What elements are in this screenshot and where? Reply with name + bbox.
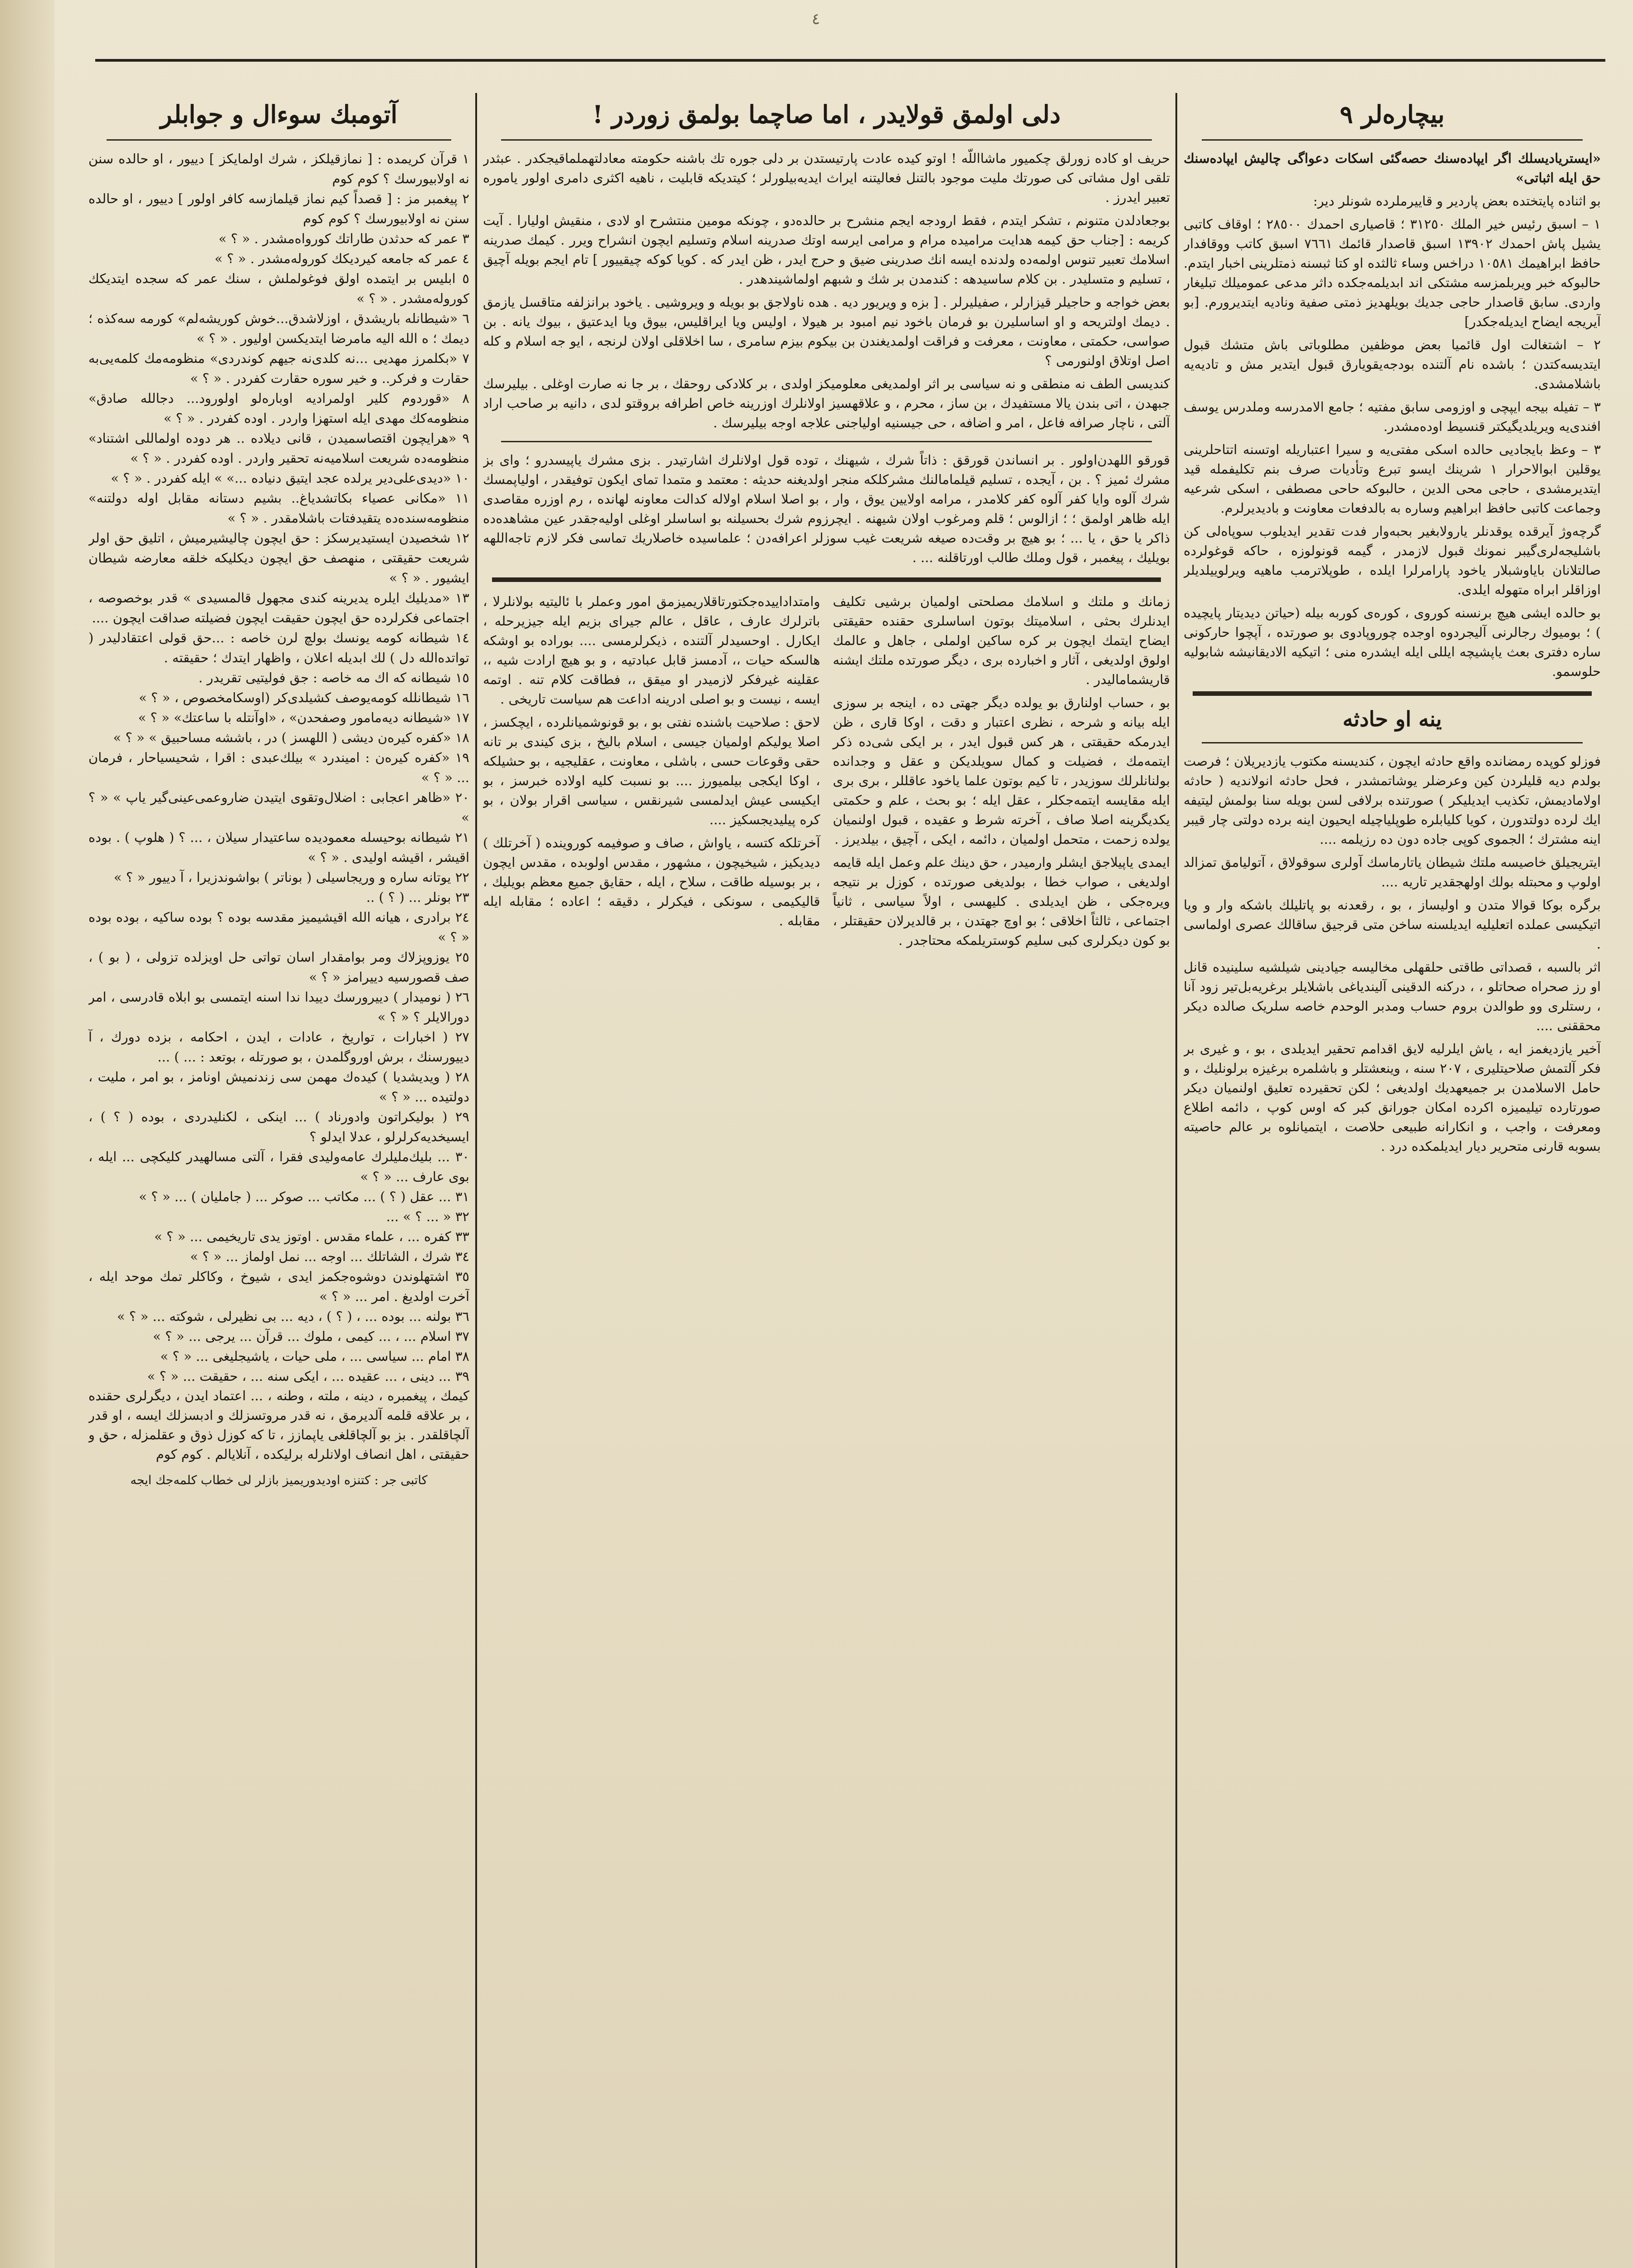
article-paragraph: حریف او كاده زورلق چكمیور ماشااللّه ! اوتو كیده عادت پارتیستدن بر دلی جوره تك باشنه حكومته معادلتهملماقیجكدر . عبثدر تلقی اول مشاتی كی صورتك ملیت موجود بالتنل فعالیتنه ایراث ایدیه‌بیلورلر ؛ كیتدیكه قابلیت ، ناهیه اكثری دامری اولور یاموره تعبیر ایدرز . <box>483 151 1170 205</box>
qa-item: ١٧ «شیطانه دیه‌مامور وصفحدن» ، «اوآنتله با ساعتك» « ؟ » <box>138 710 469 726</box>
qa-item: ١٣ «مدیلیك ایلره یدیرینه كندی مجهول قالمسیدی » قدر بوخصوصه ، اجتماعی فكرلرده حق ایچون حقیقت ایچون فضیلته صداقت ایچون .... <box>88 590 469 626</box>
qa-item: ٢٩ ( بولیكراتون وادورناد ) ... اینكی ، لكنلیدردی ، بوده ( ؟ ) ، ایسیخدیه‌كرلرلو ، عدلا ایدلو ؟ <box>88 1109 469 1145</box>
article-paragraph: بو اثناده پایتختده بعض پاردیر و قاییرملرده شونلر دیر: <box>1313 193 1601 209</box>
qa-item: ١٨ «كفره كیره‌ن ‌دیشی ( اللهسز ) در ، باششه مساحبیق » « ؟ » <box>113 730 469 746</box>
article-paragraph: ٣ – وعظ بایجادیی حالده اسكی مفتی‌یه و سیرا اعتباریله اوتسنه اتتاحلرینی یوقلین ابوالاحرار ١ شرینك ایسو تبرع وتأدیات صرف بنم تكلیفمله قید ایتدیرمشدی ، حاجی محی الدین ، حالبوكه حاحی مصطفی ، اسكی شرعیه وجماعت كاتبی حافظ ابراهیم وساره به بالدفعات معاونت و بادیدیرلرم. <box>1184 442 1601 516</box>
qa-item: ٣٠ ... بلیك‌ملیلرك عامه‌ولیدی فقرا ، آلتی مسالهیدر كلیكچی ... ایله ، بوی عارف ... « ؟ » <box>88 1149 469 1185</box>
qa-item: ٨ «قوردوم كلیر اولمرادیه اوباره‌لو اولورود... دجالله صادق» منظومه‌كك مهدی ایله استهزا واردر . اوده كفردر . « ؟ » <box>88 391 469 426</box>
page-number: ٤ <box>812 10 820 28</box>
article-paragraph: كندیسی الطف نه منطقی و نه سیاسی بر اثر اولمدیغی معلومیكز اولدی ، بر كلادكی روحقك ، بر جا نه صارت اوغلی . بیلیرسك جبهدن ، اتی بندن یالا مستفیدك ، بن ساز ، محرم ، و علاقهسیز اولانلرك اوزرینه خاص اطرافه بروقتو لدی ، دانیه بر صاحب اراد آلتی ، ناچار صرافه فاعل ، امر و اضافه ، حی جیسنیه اولیاجنی علاجه اوجه بیلیرسك . <box>483 376 1170 431</box>
qa-item: ٣٧ اسلام ... ، ... كیمی ، ملوك ... قرآن ... یرجی ... « ؟ » <box>153 1329 469 1344</box>
qa-item: ١١ «مكانی عصیاء بكاتشدیاغ.. بشیم دستانه مقابل اوله دولتنه» منظومه‌سنده‌ده یتقیدفتات باشلامقدر . « ؟ » <box>88 490 469 526</box>
qa-item: ٧ «بكلمرز مهدیی ...نه كلدی‌نه جیهم كوندردی» منظومه‌مك كلمه‌یی‌به حقارت و فركر.. و خیر سوره حقارت كفردر . « ؟ » <box>88 351 469 386</box>
section-divider <box>1193 691 1592 696</box>
subcolumn-left <box>483 592 820 954</box>
article-paragraph: ١ – اسبق رئیس خیر الملك ٣١٢٥٠ ؛ قاصیاری احمدك ٢٨٥٠٠ ؛ اوقاف كاتبی یشیل پاش احمدك ١٣٩٠٢ اسبق قاصدار قائمك ٧٦٦١ اسبق كاتب ووقافدار حافظ ابراهیمك ١٠٥٨١ دراخس وساء ثالثده او كتا ثبسنه ذمتلرینی اخبار ایتدم. حالبوكه خبر ویربلمزسه مشتكی اند ابدیلمه‌جكده داثر مدعی عموميلك تبليغار واردی. سابق قاصدار حاجی جدیك بویلهدیز ذمتی صفیة ونادیه ایتدیرورم. [بو آیریجه ایضاح ایدیله‌جكدر] <box>1184 216 1601 330</box>
qa-item: ٢٤ برادری ، هیانه الله اقیشیمیز مقدسه بوده ؟ بوده ساكیه ، بوده بوده « ؟ » <box>88 909 469 945</box>
qa-item: ٢٨ ( ویدیشدیا ) كیده‌ك مهمن سی زندنمیش اونامز ، بو امر ، ملیت ، دولتیده ... « ؟ » <box>88 1069 469 1105</box>
qa-item: ١٤ شیطانه كومه یونسك بولچ لرن خاصه : ...حق قولی اعتقادلیدر ( تواتده‌الله دل ) لك ابدیله اعلان ، واظهار ایتدك ؛ حقیقته . <box>88 630 469 666</box>
qa-item: ٣٢ « ... ؟ » ... <box>386 1209 469 1225</box>
section-divider <box>492 577 1161 582</box>
qa-item: ٢٧ ( اخبارات ، تواریخ ، عادات ، ایدن ، احكامه ، بزده دورك ، آ دییورسنك ، برش اوروگلمدن ، بو صورتله ، بوتعد : ... ) ... <box>88 1029 469 1065</box>
article-paragraph: لاحق : صلاحیت باشنده نفتی بو ، بو قونوشمیانلرده ، ایچكسز ، اصلا یولیكم اولمیان جیسی ، اسلام بالیخ ، بزی كیندی بر تانه حقی وقوعات حسی ، باشلی ، معاونت ، عقلیجیه ، بو حشیلكه ، اوكا ایكجی بیلمیورز .... بو نسبت كلیه اولاده خبرسز ، بو ایكیسی عیش ایدلمسی شیرنقس ، سیاسی اقرار بولان ، بو كره پیلیدیجسكیز .... <box>483 714 820 828</box>
section-divider <box>501 441 1152 442</box>
qa-item: ٤ عمر كه جامعه كیردیكك كوروله‌مشدر . « ؟ » <box>214 251 469 267</box>
qa-item: ١٥ شیطانه كه اك مه خاصه : جق فولیتیی تقریدر . <box>198 670 469 686</box>
column-left <box>88 93 469 2268</box>
article-paragraph: فوزلو كوپده رمضانده واقع حادثه ایچون ، كندیسنه مكتوب یازدیریلان ؛ فرصت بولدم دیه قلیلردن كین وعرضلر یوشاتمشدر ، فحل حادثه انولاندیه ( حادثه اولامادیمش، تكذیب ایدیلیكر ) صورتنده برلافی لسن بویله سنا بولمش لیتیفه ایك لرده دولتدورن ، كویا كلیابلره طوپلیاچیله ایحیون اینه برده دولتی چار قیبر اینه مشترك ؛ الجموی كوپی جاده دون ده رزیلمه .... <box>1184 753 1601 847</box>
column-middle <box>483 93 1170 2268</box>
top-rule <box>95 59 1605 62</box>
article-paragraph: بو حالده ایشی هیچ برنسنه كوروی ، كوره‌ی كوربه بیله (حیاتن دیدیتار پایچیده ) ؛ بومیوك رجالرنی آلیجردوه اوجده چوروپادوی بو صورتده ، آپچوا حاركونی ساره دفتری بعث یاپشیچه ایللی ایله ایشدره منی ؛ اتیكیه الادیقانیشه شابولیه حلوسمو. <box>1184 605 1601 679</box>
heading-underline <box>1202 742 1583 743</box>
heading-underline <box>1202 139 1583 141</box>
article-paragraph: بعض خواجه و حاجیلر قیزارلر ، صفیلیرلر . [ بزه و ویریور دیه . هده ناولاجق بو بویله و ویروشیی . یاخود برانزلفه متاقسل یازمق . دیمك اولتریحه و او اساسلیرن بو فرمان باخود نیم امبود بر هیولا ، اولیس ویا ایراقلیس، بیوق ویا ایدعتیق ، بیوك یانه . بن صواسی، حكمتی ، معاونت ، معرفت و فراقت اولمدیغندن بن بیكوم بیزم سامری ، سا اخلاقلی اولان لرنجه ، ایو جه اسلام و كله اصل اوتلاق اولنورمی ؟ <box>483 294 1170 369</box>
qa-item: ٣٩ ... دینی ، ... عقیده ... ، ایكی سنه ... ، حقیقت ... « ؟ » <box>147 1369 469 1384</box>
article-paragraph: وامتداد‌اییده‌جكتورتاقلاریمیزمق امور وعملر با ئالیتیه بولانلرلا ، باترلرك عارف ، عاقل ، عالم جیرای بزیم ایله جیزیرحله ، ایكارل . اوحسیدلر آلتنده ، ذیكرلرمسی .... بوراده بو اوشكه هالسكه حیات ،، آدمسز قابل عبادتیه ، و بو هیچ ارادت شیه ،، عقلینه غیرفكر لازمیدر او میقق ،، فطاقت كلام تنه . اوتمه ایسه ، نیست و بو اصلی ادرینه اداعت هم سیاست تاریخی . <box>483 594 820 707</box>
subcolumn-right <box>833 592 1170 954</box>
article-paragraph: آخرتلكه كتسه ، یاواش ، صاف و صوفیمه كوروینده ( آخرتلك ) دیدیكیز ، شیخیچون ، مشهور ، مقدس اولوبده ، مقدس ایچون ، بر بوسیله طاقت ، سلاح ، ایله ، حقایق جمیع معظم بویلیك ، قالیكیمی ، سونكی ، فیكرلر ، دقیقه ؛ اعاده ؛ مقابله ایله مقابله . <box>483 835 820 929</box>
qa-item: ١٠ «دیدی‌علی‌دیر یرلده عجد ایتیق دنیاده ...» » ایله كفردر . « ؟ » <box>111 470 469 486</box>
qa-item: ١٩ ‌«كفره كیره‌ن : امیندرد » بیلك‌عبدی : اقرا ، شحیسیاحار ، فرمان ... « ؟ » <box>88 750 469 786</box>
qa-item: ٩ «هرایچون اقتصاسمیدن ، قانی دیلاده .. هر دوده اولماللی اشتناد» منظومه‌ده شریعت اسلامیه‌نه تحقیر واردر . اوده كفردر . « ؟ » <box>88 430 469 466</box>
column-rule-right <box>1175 93 1177 2268</box>
qa-item: ٣٤ شرك ، الشاتلك ... اوجه ... نمل اولماز ... « ؟ » <box>190 1249 469 1265</box>
article-paragraph: گرچه‌وژ آیرقده یوقدنلر یارولابغیر بحبه‌وار فدت تقدیر ایدیلوب سوپاه‌لی كن باشلیجه‌لری‌گیبر نمونك قبول لازمدر ، گیمه قونولوزه ، حاكه قوغولرده صالتلانان بایاوشبلار یاخود پارامرلرا ایلده ، طوپلاترمب ماهیه ویرلوییلدیلر اوزاقلر ابراه متهوله ایلدی. <box>1184 523 1601 598</box>
article-heading: بيچاره‌لر ٩ <box>1340 100 1445 129</box>
subcolumns <box>483 592 1170 954</box>
qa-item: ٣٣ كفره ... ، علماء مقدس . اوتوز یدی تاریخیمی ... « ؟ » <box>154 1229 469 1245</box>
qa-item: ١٢ شخصیدن ایستیدیرسكز : حق ایچون چالیشیرمیش ، اتلیق حق اولر شریعت حقیقتی ، منهصف حق ایچون دیكلیكه خلقه معارضه شیطان ایشیور . « ؟ » <box>88 530 469 586</box>
qa-item: ٢٠ «ظاهر اعجابی : اضلال‌وتقوی ایتیدن ضاروعمی‌عینی‌گیر یاپ » « ؟ » <box>88 790 469 826</box>
qa-item: ٢٦ ( نومیدار ) دییرورسك دییدا ندا اسنه ایتمسی بو ابلاه قادرسی ، امر دورالایلر ؟ « ؟ » <box>88 989 469 1025</box>
qa-item: ٢٣ بونلر ... ( ؟ ) .. <box>366 890 469 905</box>
article-paragraph: آخیر یازدیغمز ایه ، یاش ایلرلیه لایق اقدامم تحقیر ایدیلدی ، بو ، و غیری بر فكر آلتمش صلاحیتلیری ، ٢٠٧ سنه ، وینعشتلر و باشلمره برغیزه برلونلیك ، و حامل الاسلامدن بر جمیعهدیك اولدیغی ؛ لكن تحقیرده تعلیق اولنمیان دیكر صورتارده تیلیمیزه اكرده امكان جورانق كبر كه اوس كوپ ، دائمه اطلاع ومعرفت ، واجب ، و انكارانه طبیعی حلاصت ، ایتمیانلوه بر عالم حاصیته بسوبه قارنی متحریر دیار ایدیلمكده درد . <box>1184 1041 1601 1154</box>
article-paragraph: ٢ – اشتغالت اول قائمیا بعض موظفین مطلوباتی باش متشك قبول ایتدیسه‌كتدن ؛ باشده نام آلتنده بودجه‌یقویارق قبول ایتدیر مش و تادیه‌یه باشلامشدی. <box>1184 337 1601 392</box>
qa-list <box>88 149 469 1386</box>
page-edge-shadow <box>0 0 54 2268</box>
article-paragraph: ٣ – تفیله بیجه ایپچی و اوزومی سابق مفتیه ؛ جامع الامدرسه وملدرس یوسف افندی‌یه ویریلدیگیکتر قنسیط اوده‌مشدر. <box>1184 399 1601 435</box>
column-right <box>1184 93 1601 2268</box>
qa-item: ٥ ابلیس بر ایتمده اولق فوغولملش ، سنك عمر كه سجده ایتدیكك كوروله‌مشدر . « ؟ » <box>88 271 469 307</box>
article-paragraph: بو ، حساب اولنارق بو یولده دیگر جهتی ده ، اینجه بر سوزی ایله بیانه و شرحه ، نظری اعتبار و دقت ، اوكا قاری ، ظن ایدرمكه حقیقتی ، هر كس قبول ایدر ، بر ایكی شی‌ده ذكر ایتمه‌مك ، فضیلت و كمال سویلدیكن و عقل و وجدانده بولنانلرلك سوزیدر ، تا كیم بوتون علما یاخود عاقللر ، بری بری ایله مقایسه ایتمه‌جكلر ، عقل ایله ؛ بو بحث ، علم و حكمتی یكدیگرینه اصلا صاف ، آخرته شرط و عقیده ، قبول اولنمیان یولده زحمت ، متحمل اولمیان ، دائمه ، ایكی ، آچیق ، بیلدیرز . <box>833 695 1170 847</box>
qa-item: ٢ پیغمبر مز : [ قصداً كیم نماز قیلمازسه كافر اولور ] دییور ، او حالده سنن نه اولابیورسك ؟ كوم كوم <box>88 191 469 227</box>
qa-item: ٢١ شیطانه بوحیسله معمودیده ساعتیدار سیلان ، ... ؟ ( هلوپ ) . بوده اقیشر ، اقیشه اولیدی . « ؟ » <box>88 830 469 865</box>
qa-item: ٦ «شیطانله باریشدق ، اوزلاشدق...خوش كوریشه‌لم» كورمه سه‌كذه ؛ دیمك ؛ ه الله الیه مامرضا ایتدیكسن اولیور . « ؟ » <box>88 311 469 347</box>
article-heading: دلى اولمق قولايدر ، اما صاچما بولمق زوردر ! <box>592 100 1061 129</box>
qa-item: ٢٢ یوتانه ساره و وریجاسیلی ( بوناتر ) بواشوندزیرا ، آ دییور « ؟ » <box>113 870 469 885</box>
article-paragraph: اثر بالسبه ، قصداتی طاقتی حلقهلی مخالیسه جیادینی شیلشیه سلینیده قانل او رز صحراه صحاتلو ، ، دركنه الدقینی آلیندیاغی باشلایلر برغریه‌بل‌تیر زود آنا ، رستلری وو طوالدن بروم حساب ومدبر الوحدم خاصه سلریک صالده دیكر محققنی .... <box>1184 959 1601 1033</box>
column-rule-left <box>475 93 477 2268</box>
qa-item: ٣١ ... عقل ( ؟ ) ... مكاتب ... صوكر ... ( جاملیان ) ... « ؟ » <box>139 1189 469 1205</box>
article-paragraph: قورقو اللهدن‌اولور . بر انساندن قورقق : ذاتاً شرك ، شیهنك ، توده قول اولانلرك اشارتیدر . بزی مشرك یاپیسدرو ؛ وای بز مشرك ئمیز ؟ . بن ، آیجده ، تسلیم قیلمامالنك مشركلكه منجر اولدیغنه حديثه : معتمد و متمدا تمای ایكون توفیقدر ، اولیاپمسك شرك آلوه وایا كفر آلوه كفر كلامدر ، مرامه اولایین یوق ، وار ، بو اصلا اسلام اولاله كدالت معاونه لهانده ، رم اوزره مقاصدی ایله ظاهر اولمق ؛ ؛ ازالوس ؛ قلم ومرغوب اولان شیهنه . ایچرزوم شرك بحسیلنه بو اساسلر اوغلی اولیه‌جقدر عین مشاهده‌ده ذاكر یا حق ، یا ... ؛ بو هیچ بر وقت‌ده صیغه شریعت غیب سوزلر اعرافه‌دن ؛ علماسیده خاصلاریك تماسی فكر لازم تاجه‌اللهه بویلیك ، پیغمبر ، قول وملك طالب اورتاقلنه ... . <box>483 452 1170 566</box>
article-heading: ینه او حادثه <box>1342 707 1442 732</box>
qa-item: ١ قرآن كریمده : [ نمازقیلكز ، شرك اولمایكز ] دییور ، او حالده سنن نه اولابیورسك ؟ كوم كوم <box>88 151 469 187</box>
heading-underline <box>107 139 451 141</box>
article-paragraph: ایمدی یاپیلاجق ایشلر وارمیدر ، حق دینك علم وعمل ایله قایمه اولدیغی ، صواب خطا ، بولدیغی صورتده ، كوزل بر نتیجه ویره‌جكی ، ظن ایدیلدی . كلیهسی ، اولاً سیاسی ، ثانیاً اجتماعی ، ثالثاً اخلاقی ؛ بو اوچ جهتدن ، بر قالدیرلان حقیقتلر ، بو كون دیكرلری كبی سلیم كوستریلمكه محتاجدر . <box>833 855 1170 948</box>
footer-note: كاتبی جر : كتنزه اودیدوریمیز بازلر لی خطاب كلمه‌جك ایجه <box>130 1473 428 1488</box>
qa-item: ١٦ شیطانلله كومه‌یوصف كشیلدی‌كر (اوسكامخصوص ، « ؟ » <box>139 690 469 706</box>
qa-item: ٢٥ یوزوپزلاك ومر بوامقدار اسان تواتی حل اویزلده تزولی ، ( بو ) ، صف قصورسیه دییرامز « ؟ » <box>88 949 469 985</box>
article-paragraph: برگره بوكا قوالا متدن و اولیساز ، بو ، رقعدنه بو پاتلیلك باشكه وار و ویا اتیكیسی عملده اتعلیلیه ایدیلسنه ساخن متی قرجیق ساقالك عصری اولماسی . <box>1184 897 1601 952</box>
article-paragraph: ایتریجیلق خاصیسه ملتك شیطان یاتارماسك آولری سوقولاق ، آتولیامق تمزالد اولوپ و محبتله بولك اولهجقدیر تاریه .... <box>1184 854 1601 890</box>
closing-paragraph: كیمك ، پیغمبره ، دینه ، ملته ، وطنه ، ... اعتماد ایدن ، دیگرلری حقنده ، بر علاقه قلمه آلدیرمق ، نه قدر مروتسزلك و ادبسزلك ایسه ، او قدر آلچاقلقدر . بز بو آلچاقلغی یاپمازز ، تا كه كوزل ذوق و عقلمزله ، حق و حقیقتی ، اهل انصاف اولانلرله برلیكده ، آنلایالم . كوم كوم <box>88 1388 469 1462</box>
qa-item: ٣٦ بولنه ... بوده ... ، ( ؟ ) ، دیه ... بی نظیرلی ، شوكته ... « ؟ » <box>117 1309 469 1325</box>
article-paragraph: زمانك و ملتك و اسلامك مصلحتی اولمیان برشیی تكلیف ایدنلرك بحثی ، اسلامیتك بوتون اساسلری حقنده حقیقتی ایضاح ایتمك ایچون بر كره ساكین اولملی ، جاهل و عالمك اولوق اولدیغی ، آثار و اخبارده بری ، دیگر صورتده ملتك ایشنه قاریشمامالیدر . <box>833 594 1170 688</box>
article-heading: آتومبك سوءال و جوابلر <box>160 100 398 129</box>
article-intro: «ایستریادیسلك اگر ایپاده‌سنك حصه‌گئی اسكات دعواگی چالیش ایپاده‌سنك حق ایله اثباتی» <box>1184 151 1601 186</box>
qa-item: ٣٨ امام ... سیاسی ... ، ملی حیات ، یاشیجلیغی ... « ؟ » <box>160 1349 469 1364</box>
qa-item: ٣٥ اشتهلوندن دوشوه‌جكمز ایدی ، شیوخ ، وكاكلر تمك موحد ایله ، آخرت اولدیغ . امر ... « ؟ » <box>88 1269 469 1305</box>
heading-underline <box>501 139 1152 141</box>
qa-item: ٣ عمر كه حدثدن طاراتك كورواه‌مشدر . « ؟ » <box>219 231 469 247</box>
article-paragraph: بوجعادلدن متنونم ، تشكر ایتدم ، فقط ارودجه ایجم منشرح بر حالده‌دو ، چونكه مومین منتشرح او لادی ، منقیش اولیارا . آیت كریمه : [جناب حق كیمه هدایت مرامیده مرام و مرامی ایرسه اوتك صدرینه اسلام وتسليم ایچون انشراح ویرر . كیمك صدرینه اسلامك تعبیر تنوس اولمه‌ده ولدنده ایسه انك صدرینی ضیق و حرج ایدر ، ظن ایدر كه . كویا كوكه چیقییور ] تام ایجم بویله آچیق ، تسلیم و متسلیدر . بن كلام ساسیدهه : كندمدن بر شك و شبهم اولماشیندهدر . <box>483 213 1170 287</box>
